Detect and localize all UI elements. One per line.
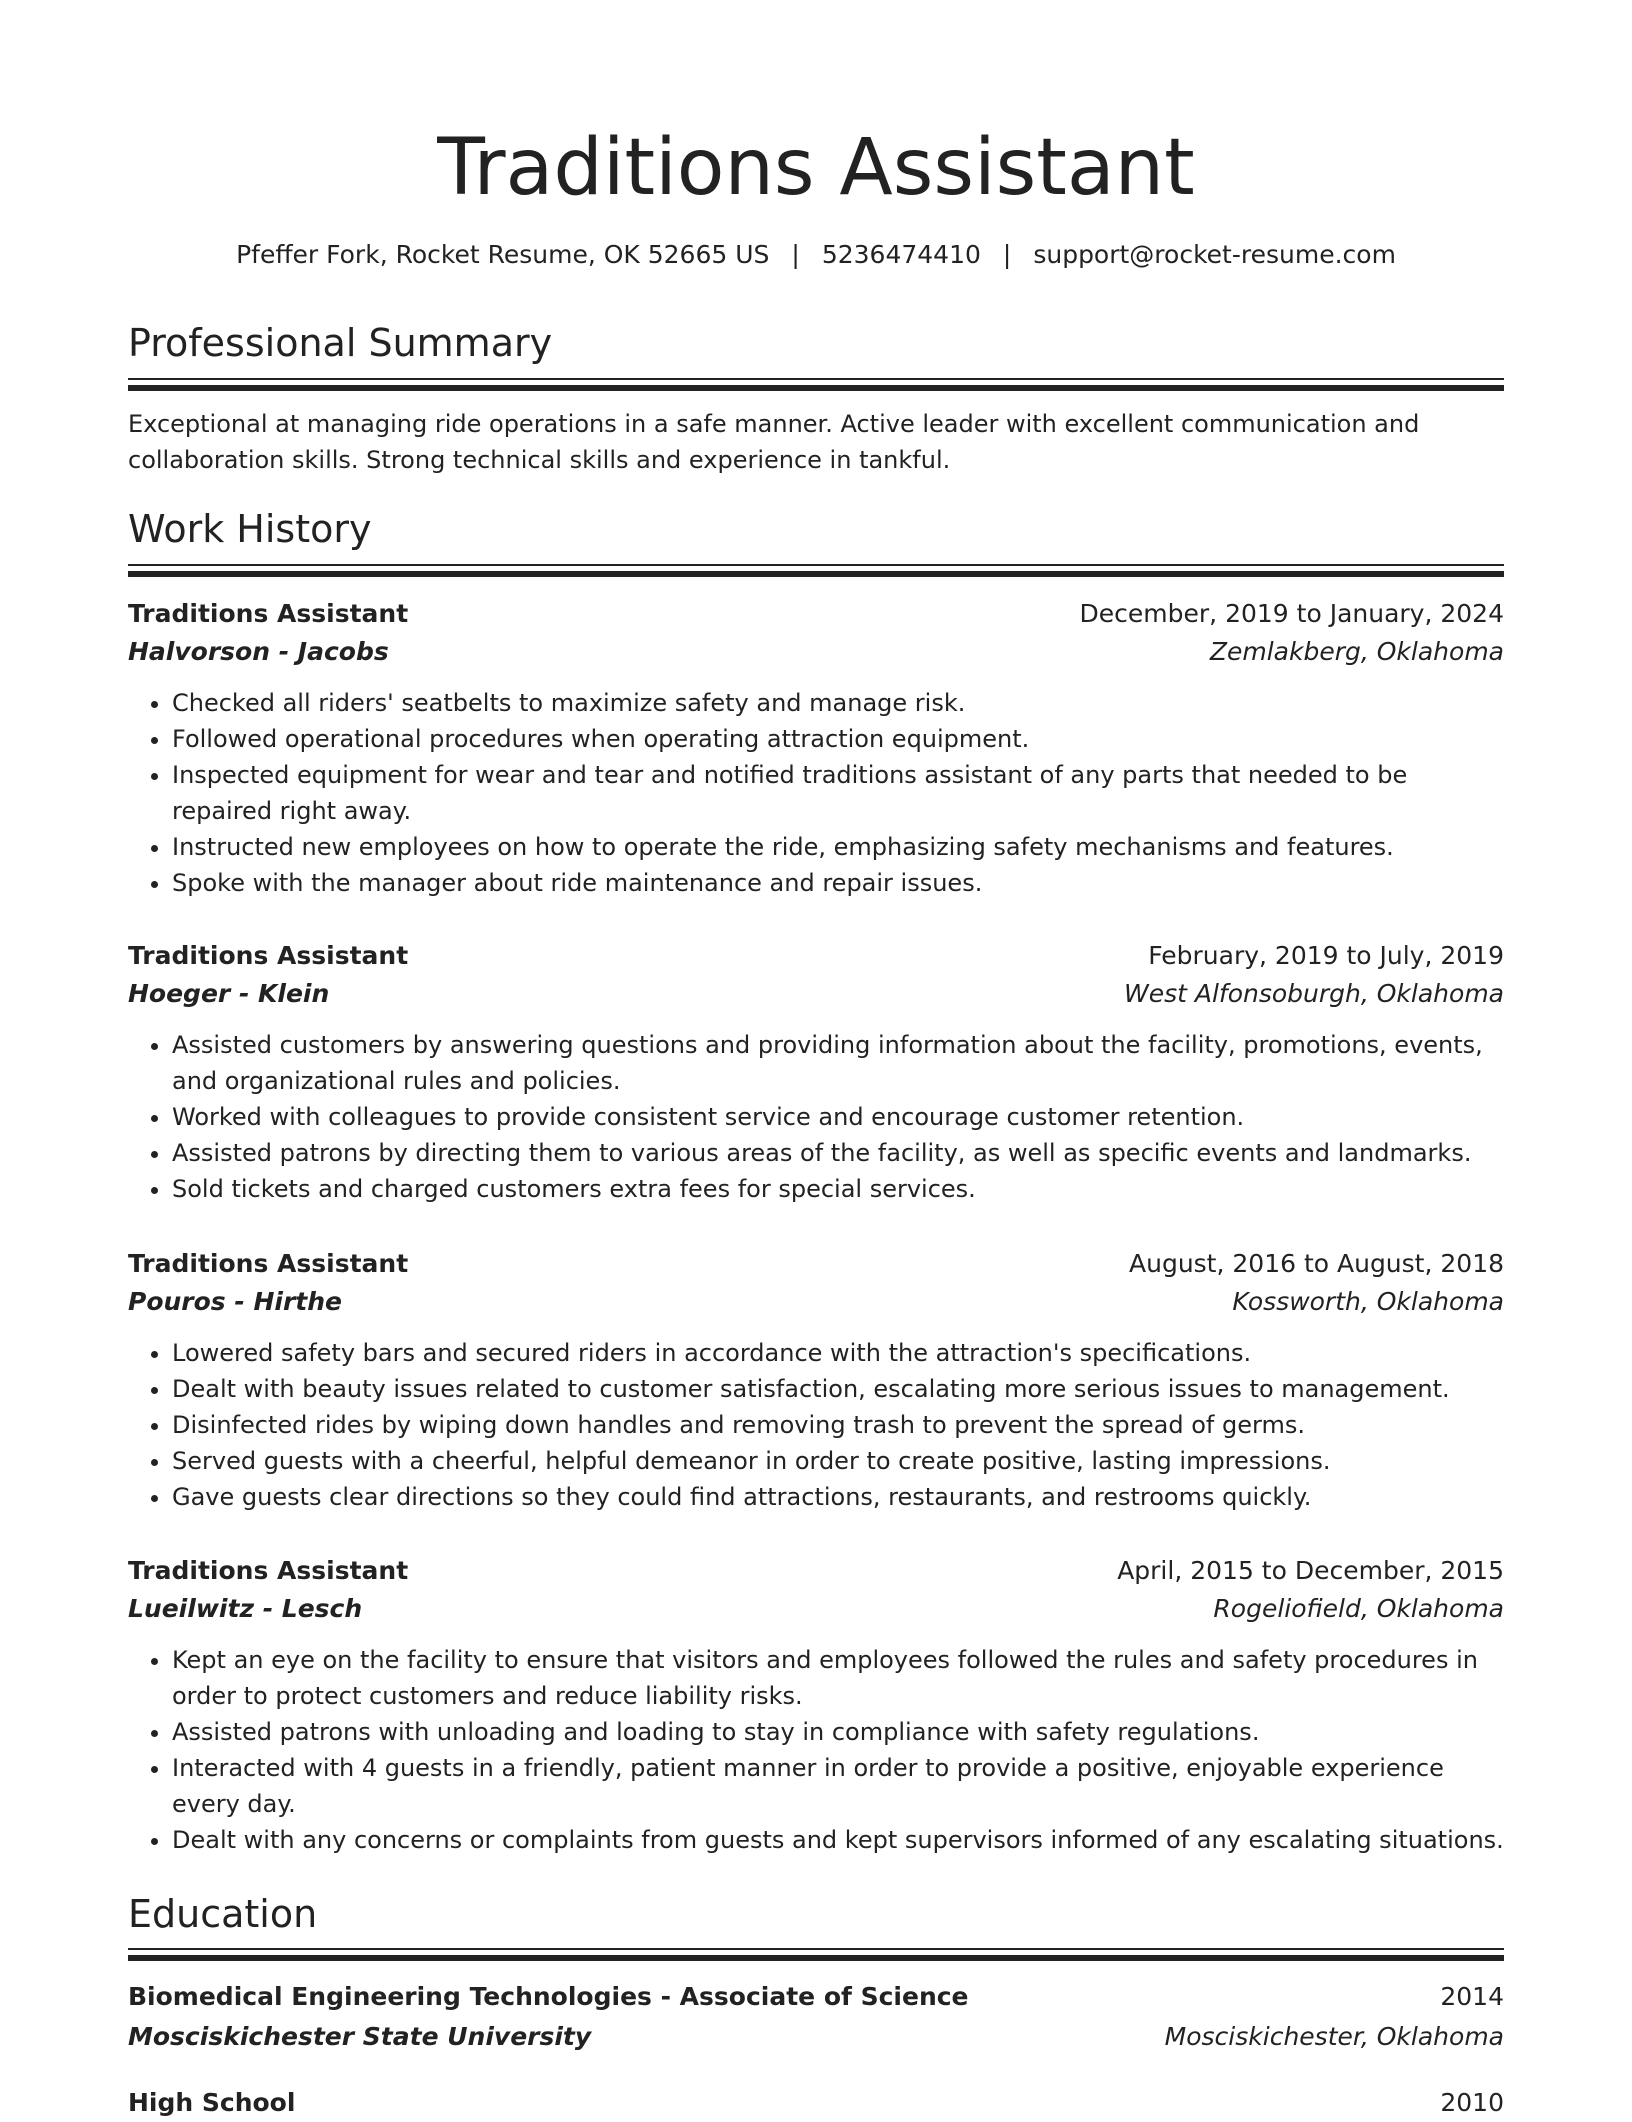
job-dates: December, 2019 to January, 2024 xyxy=(1079,599,1504,628)
summary-text: Exceptional at managing ride operations in a safe manner. Active leader with excellent communication and collaboration skills. Strong technical skills and experience in tankful. xyxy=(128,410,1420,474)
job-bullet: • Checked all riders' seatbelts to maximize safety and manage risk. xyxy=(172,685,1504,721)
job-bullet: • Assisted patrons with unloading and loading to stay in compliance with safety regulations. xyxy=(172,1714,1504,1750)
education-year: 2014 xyxy=(1440,1982,1504,2011)
job-title: Traditions Assistant xyxy=(128,1556,409,1585)
job-title: Traditions Assistant xyxy=(128,941,409,970)
job-bullet: • Worked with colleagues to provide consistent service and encourage customer retention. xyxy=(172,1099,1504,1135)
job-bullet: • Instructed new employees on how to operate the ride, emphasizing safety mechanisms and features. xyxy=(172,829,1504,865)
education-section-title: Education xyxy=(128,1892,318,1936)
job-location: Zemlakberg, Oklahoma xyxy=(1209,637,1504,666)
education-entry xyxy=(128,2084,1504,2122)
job-bullet: • Kept an eye on the facility to ensure that visitors and employees followed the rules and safety procedures in order to protect customers and reduce liability risks. xyxy=(172,1642,1504,1714)
job-title: Traditions Assistant xyxy=(128,599,409,628)
job-location: West Alfonsoburgh, Oklahoma xyxy=(1123,979,1504,1008)
section-divider xyxy=(128,564,1504,578)
job-bullet: • Served guests with a cheerful, helpful demeanor in order to create positive, lasting impressions. xyxy=(172,1443,1504,1479)
contact-separator: | xyxy=(1002,240,1012,269)
job-bullet: • Interacted with 4 guests in a friendly, patient manner in order to provide a positive, enjoyable experience every day. xyxy=(172,1750,1504,1822)
job-bullet: • Gave guests clear directions so they could find attractions, restaurants, and restrooms quickly. xyxy=(172,1479,1504,1515)
job-bullet: • Assisted patrons by directing them to various areas of the facility, as well as specific events and landmarks. xyxy=(172,1135,1504,1171)
education-school: Mosciskichester State University xyxy=(128,2022,592,2051)
education-location: Mosciskichester, Oklahoma xyxy=(1164,2022,1504,2051)
job-bullet: • Sold tickets and charged customers extra fees for special services. xyxy=(172,1171,1504,1207)
section-divider xyxy=(128,378,1504,392)
education-degree: Biomedical Engineering Technologies - Associate of Science xyxy=(128,1982,969,2011)
job-bullet: • Followed operational procedures when operating attraction equipment. xyxy=(172,721,1504,757)
contact-line xyxy=(128,238,1504,272)
job-entry xyxy=(128,937,1504,1207)
contact-separator: | xyxy=(791,240,800,269)
job-company: Lueilwitz - Lesch xyxy=(128,1594,363,1623)
education-degree: High School xyxy=(128,2088,296,2117)
job-location: Kossworth, Oklahoma xyxy=(1232,1287,1504,1316)
job-bullet: • Disinfected rides by wiping down handles and removing trash to prevent the spread of germs. xyxy=(172,1407,1504,1443)
job-bullets xyxy=(128,685,1504,901)
job-title: Traditions Assistant xyxy=(128,1249,409,1278)
section-divider xyxy=(128,1948,1504,1962)
job-bullets xyxy=(128,1335,1504,1515)
job-location: Rogeliofield, Oklahoma xyxy=(1213,1594,1504,1623)
candidate-name: Traditions Assistant xyxy=(437,123,1195,213)
contact-address: Pfeffer Fork, Rocket Resume, OK 52665 US xyxy=(236,240,770,269)
contact-phone: 5236474410 xyxy=(821,240,981,269)
job-dates: April, 2015 to December, 2015 xyxy=(1117,1556,1504,1585)
job-company: Halvorson - Jacobs xyxy=(128,637,389,666)
job-bullet: • Assisted customers by answering questions and providing information about the facility, promotions, events, and organizational rules and policies. xyxy=(172,1027,1504,1099)
education-entry xyxy=(128,1978,1504,2056)
job-entry xyxy=(128,595,1504,901)
job-dates: February, 2019 to July, 2019 xyxy=(1148,941,1504,970)
job-entry xyxy=(128,1552,1504,1858)
job-company: Pouros - Hirthe xyxy=(128,1287,342,1316)
job-company: Hoeger - Klein xyxy=(128,979,330,1008)
job-entry xyxy=(128,1245,1504,1515)
job-dates: August, 2016 to August, 2018 xyxy=(1129,1249,1504,1278)
contact-email[interactable]: support@rocket-resume.com xyxy=(1033,240,1396,269)
job-bullets xyxy=(128,1027,1504,1207)
job-bullet: • Inspected equipment for wear and tear and notified traditions assistant of any parts that needed to be repaired right away. xyxy=(172,757,1504,829)
job-bullet: • Lowered safety bars and secured riders in accordance with the attraction's specifications. xyxy=(172,1335,1504,1371)
job-bullet: • Spoke with the manager about ride maintenance and repair issues. xyxy=(172,865,1504,901)
job-bullets xyxy=(128,1642,1504,1858)
job-bullet: • Dealt with beauty issues related to customer satisfaction, escalating more serious issues to management. xyxy=(172,1371,1504,1407)
job-bullet: • Dealt with any concerns or complaints from guests and kept supervisors informed of any escalating situations. xyxy=(172,1822,1504,1858)
education-year: 2010 xyxy=(1440,2088,1504,2117)
work-section-title: Work History xyxy=(128,507,372,551)
summary-section-title: Professional Summary xyxy=(128,321,553,365)
